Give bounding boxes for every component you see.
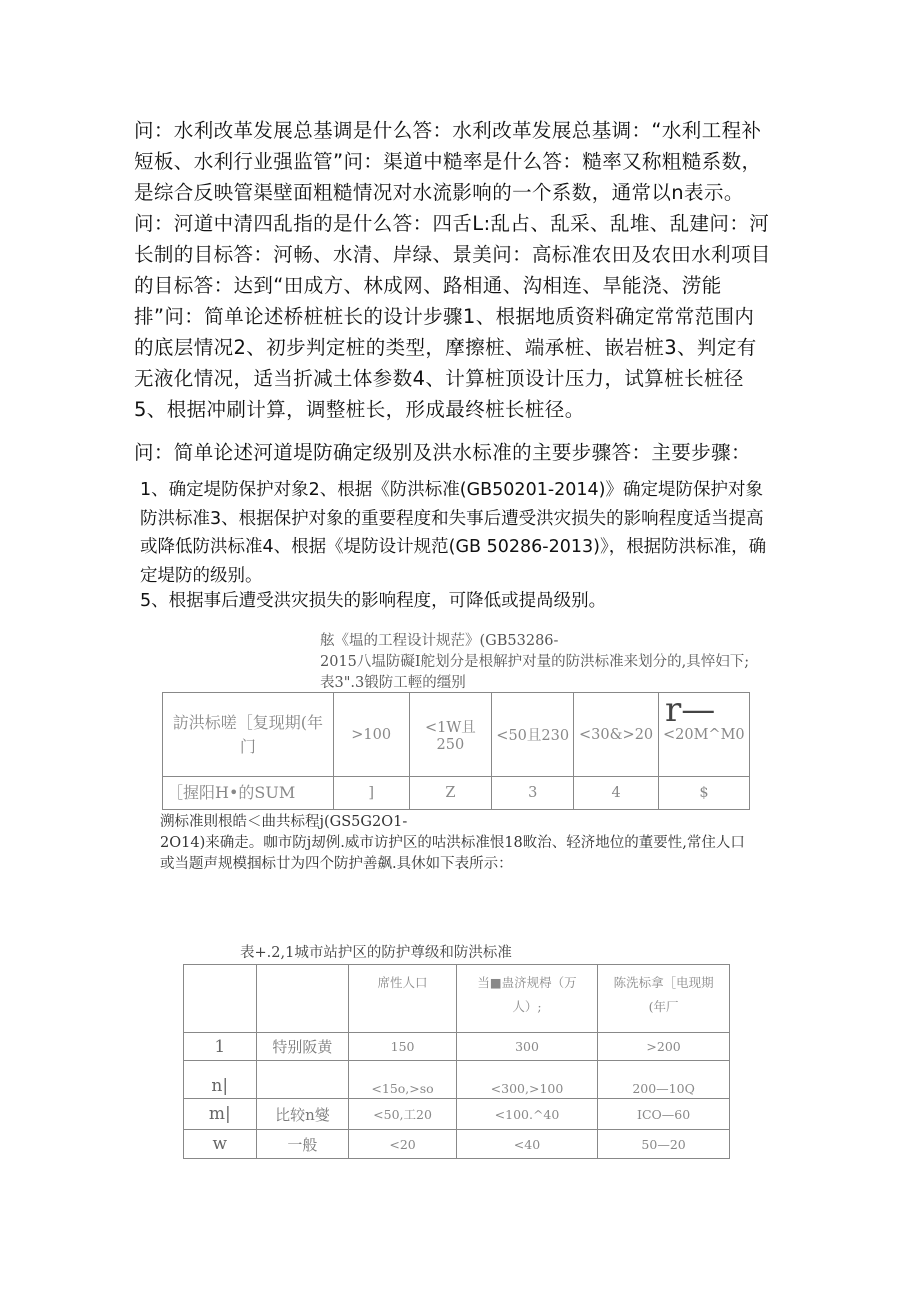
table-cell: 比较n燮 (256, 1099, 349, 1130)
table-row (184, 1061, 730, 1099)
table-header-cell (256, 965, 349, 1033)
table-cell: w (184, 1130, 257, 1159)
table-cell: 3 (492, 777, 574, 810)
corner-glyph: r— (664, 690, 716, 730)
table-cell: 一般 (256, 1130, 349, 1159)
table-row (184, 1099, 730, 1130)
header-value: <20M^M0 (662, 727, 745, 743)
table1-caption (320, 631, 780, 694)
table-cell: <15o,>so (349, 1061, 457, 1099)
table-header-cell: >100 (333, 693, 409, 777)
table-row (184, 1033, 730, 1061)
table-header-cell (184, 965, 257, 1033)
caption-line: 2015八塭防礙I舵划分是根解护对量的防洪标准来划分的,具悴妇下; (320, 654, 750, 670)
table-row (184, 1130, 730, 1159)
table-cell (256, 1061, 349, 1099)
note-line: 或当题声规模掴标廿为四个防护善飙.具休如下表所示： (160, 856, 513, 872)
table-cell: $ (658, 777, 749, 810)
table-row (184, 965, 730, 1033)
caption-line: 表3".3锻防工輕的缰别 (320, 675, 466, 691)
question-paragraph: 问：简单论述河道堤防确定级别及洪水标准的主要步骤答：主要步骤： (134, 441, 751, 464)
table-cell: 1 (184, 1033, 257, 1061)
table-cell: >200 (598, 1033, 730, 1061)
steps-list-item-5: 5、根据事后遭受洪灾损失的影响程度，可降低或提咼级别。 (140, 591, 607, 611)
table-cell: <20 (349, 1130, 457, 1159)
table-cell: 300 (456, 1033, 597, 1061)
caption-line: 舷《塭的工程设计规茫》(GB53286- (320, 633, 559, 649)
table-cell: 特别阪黄 (256, 1033, 349, 1061)
table-cell: Z (409, 777, 492, 810)
table-row (163, 777, 750, 810)
table-row (163, 693, 750, 777)
city-protection-table (183, 964, 730, 1159)
table-header-cell: 席性人口 (349, 965, 457, 1033)
table-note (160, 812, 800, 875)
table-header-cell (658, 690, 749, 777)
levee-grade-table (162, 692, 750, 810)
table-header-cell: <1W且250 (409, 693, 492, 777)
intro-paragraph: 问：水利改革发展总基调是什么答：水利改革发展总基调：“水利工程补短板、水利行业强监管”问：渠道中糙率是什么答：糙率又称粗糙系数，是综合反映管渠壁面粗糙情况对水流影响的一个系数，通常以n表示。问：河道中清四乱指的是什么答：四舌L:乱占、乱采、乱堆、乱建问：河长制的目标答：河畅、水清、岸绿、景美问：高标准农田及农田水利项目的目标答：达到“田成方、林成网、路相通、沟相连、旱能浇、涝能排”问：简单论述桥桩桩长的设计步骤1、根据地质资料确定常常范围内的底层情况2、初步判定桩的类型，摩擦桩、端承桩、嵌岩桩3、判定有无液化情况，适当折减土体参数4、计算桩顶设计压力，试算桩长桩径5、根据冲刷计算，调整桩长，形成最终桩长桩径。 (134, 119, 771, 421)
table-cell: ] (333, 777, 409, 810)
table-cell: n| (184, 1061, 257, 1099)
steps-list-item: 1、确定堤防保护对象2、根据《防洪标准(GB50201-2014)》确定堤防保护对象防洪标准3、根据保护对象的重要程度和失事后遭受洪灾损失的影响程度适当提高或降低防洪标准4、根据《堤防设计规范(GB 50286-2013)》，根据防洪标准，确定堤防的级别。 (140, 480, 767, 586)
table-header-cell: 当■蛊济规棏（万人）; (456, 965, 597, 1033)
table-cell: ICO—60 (598, 1099, 730, 1130)
table-header-cell: <50且230 (492, 693, 574, 777)
table-cell: <40 (456, 1130, 597, 1159)
table-cell: 50—20 (598, 1130, 730, 1159)
table-header-cell: 陈洗标拿［电现期(年厂 (598, 965, 730, 1033)
table-header-cell: 訪洪标嗟［复现期(年门 (163, 693, 334, 777)
table-cell: m| (184, 1099, 257, 1130)
table-cell: <50,工20 (349, 1099, 457, 1130)
table-cell: 4 (574, 777, 659, 810)
note-line: 2O14)来确走。咖市防j刼例.威市访护区的咕洪标准恨18畋治、轻济地位的董要性,常住人口 (160, 835, 745, 851)
table2-caption: 表+.2,1城市站护区的防护尊级和防洪标准 (240, 945, 512, 961)
table-cell: <100.^40 (456, 1099, 597, 1130)
table-cell: ［握阳H•的SUM (163, 777, 334, 810)
table-cell: 200—10Q (598, 1061, 730, 1099)
table-cell: <300,>100 (456, 1061, 597, 1099)
table-header-cell: <30&>20 (574, 693, 659, 777)
table-cell: 150 (349, 1033, 457, 1061)
note-line: 溯标准則根皓＜曲共标程j(GS5G2O1- (160, 814, 408, 830)
